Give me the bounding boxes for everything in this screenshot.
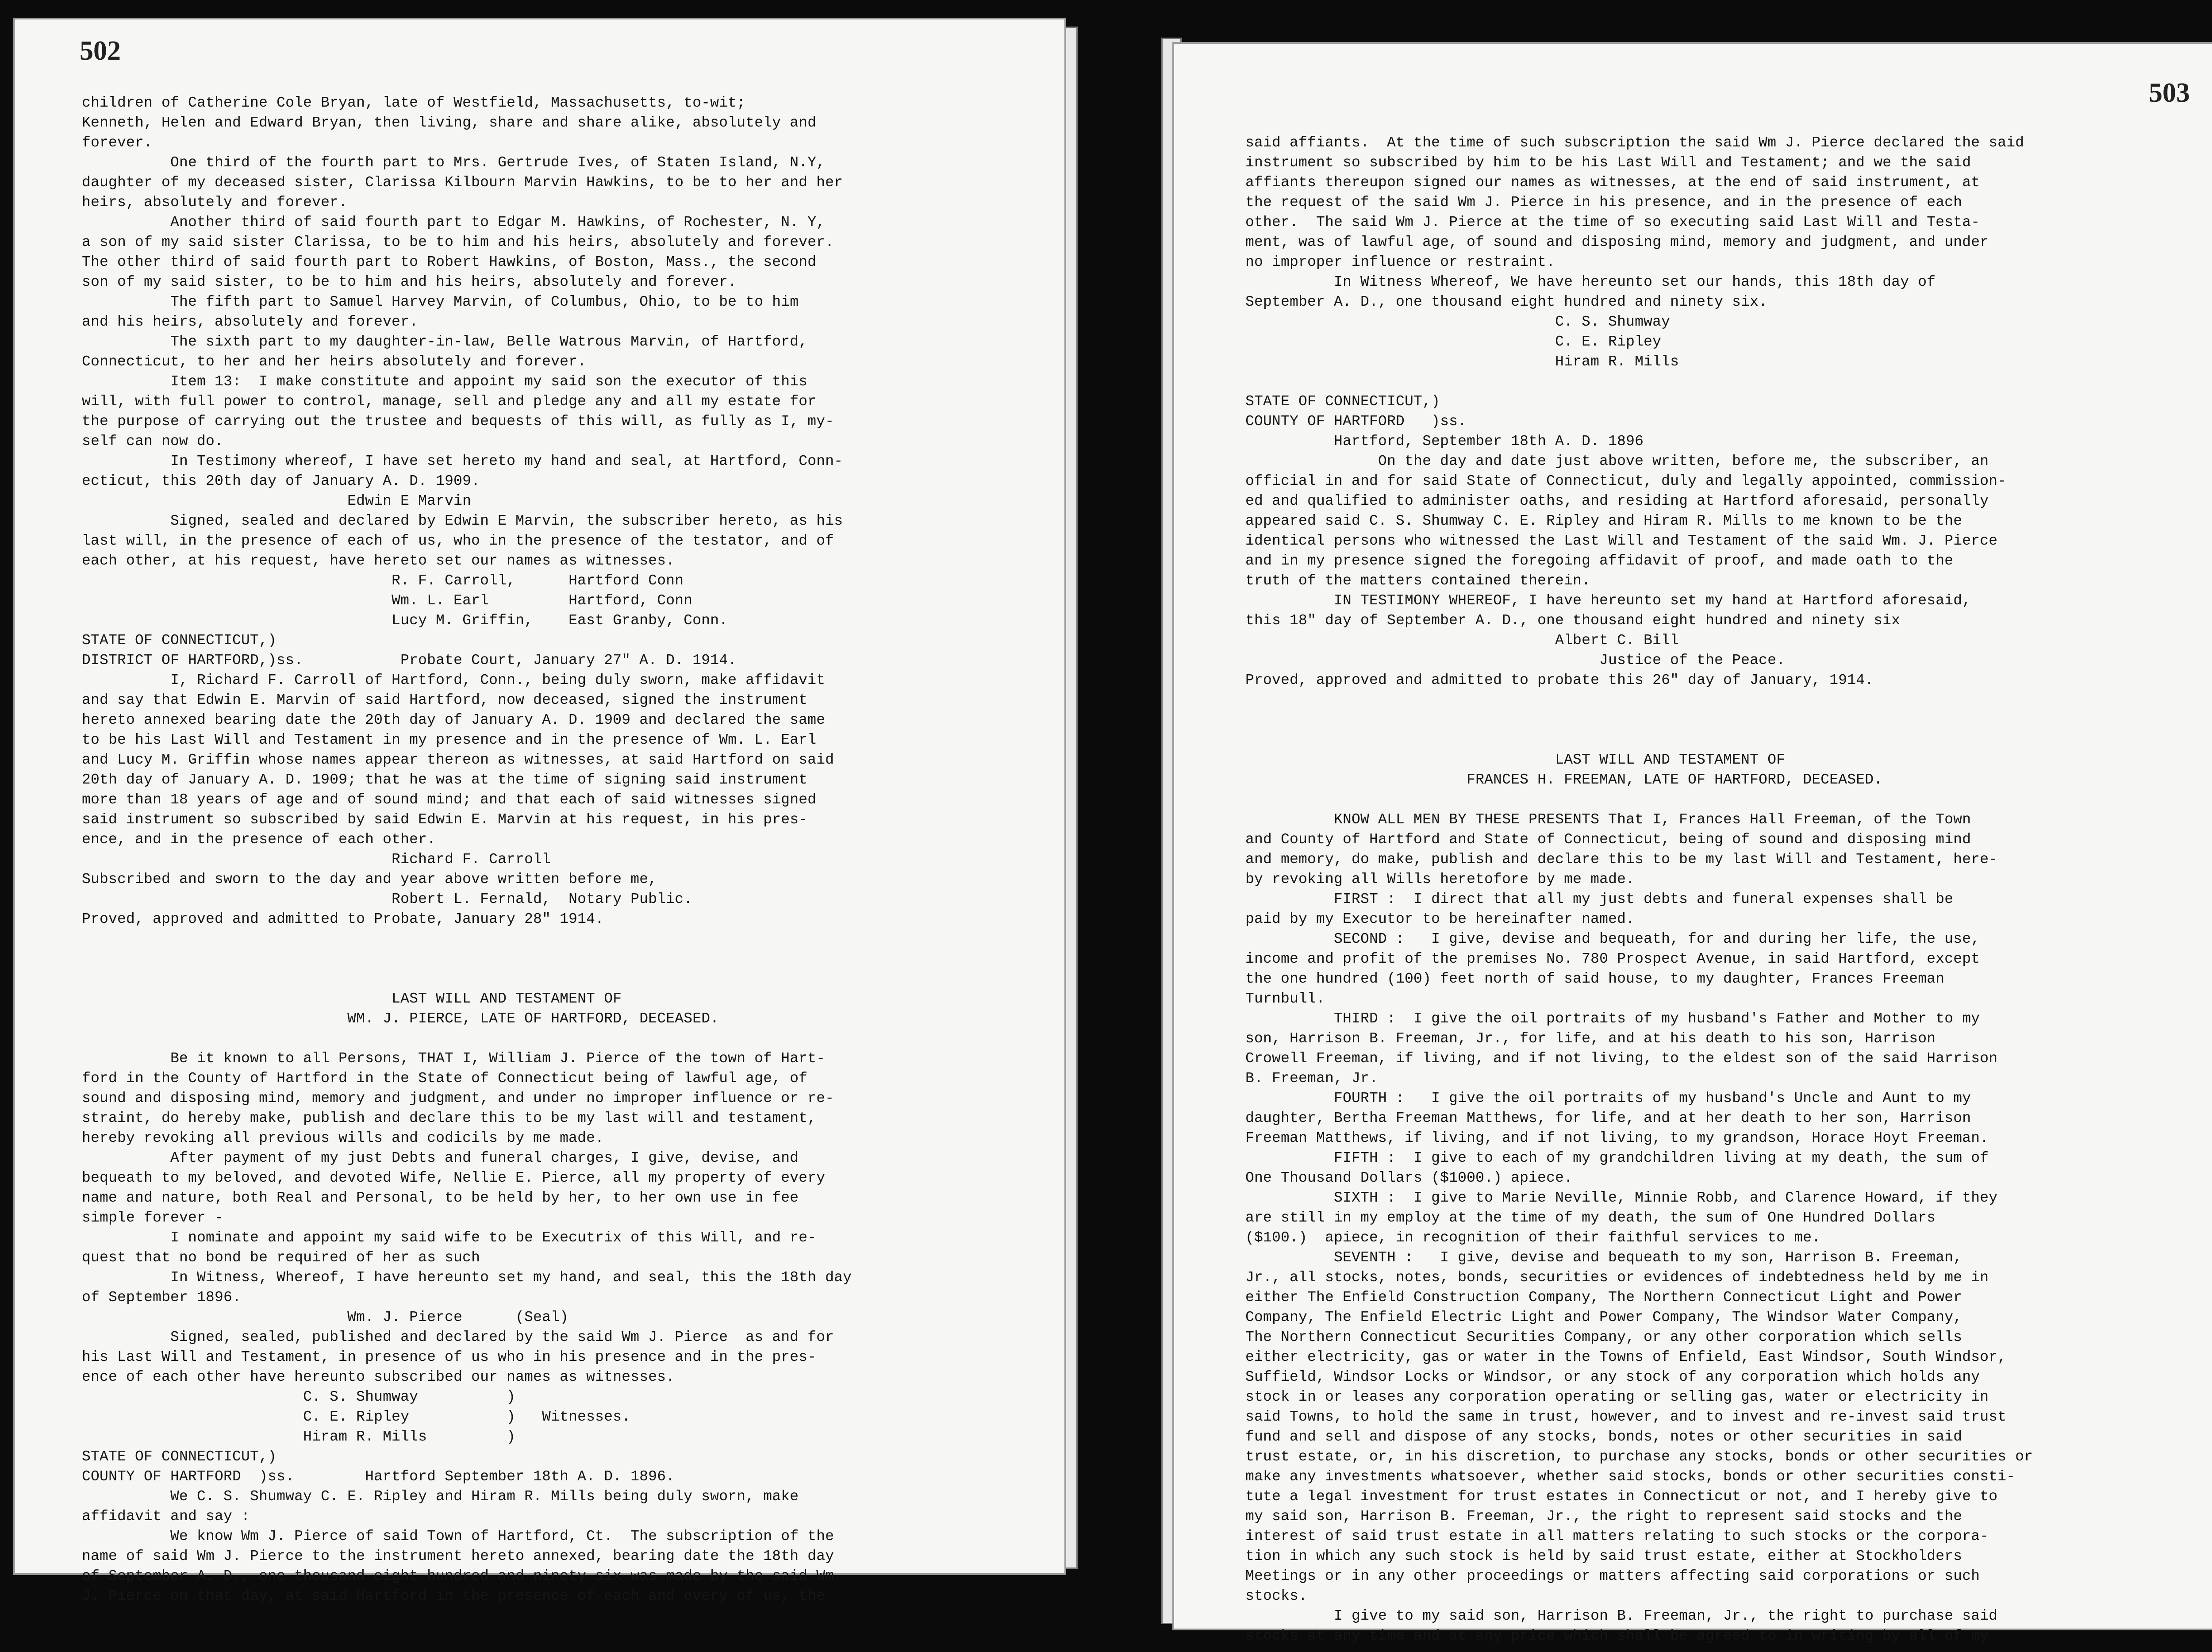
text-line <box>1245 790 2205 810</box>
text-line: Hartford, September 18th A. D. 1896 <box>1245 433 1644 449</box>
text-line: by revoking all Wills heretofore by me made. <box>1245 871 1635 887</box>
text-line <box>82 1029 1033 1049</box>
text-line: interest of said trust estate in all matters relating to such stocks or the corpora- <box>1245 1528 1989 1544</box>
text-line: STATE OF CONNECTICUT,) <box>82 632 277 649</box>
text-line: FOURTH : I give the oil portraits of my husband's Uncle and Aunt to my <box>1245 1090 1971 1106</box>
text-line: In Testimony whereof, I have set hereto my hand and seal, at Hartford, Conn- <box>82 453 843 469</box>
text-line: The other third of said fourth part to Robert Hawkins, of Boston, Mass., the second <box>82 254 817 270</box>
text-line <box>1245 372 2205 392</box>
text-line: and in my presence signed the foregoing affidavit of proof, and made oath to the <box>1245 553 1954 569</box>
text-line: Proved, approved and admitted to probate this 26" day of January, 1914. <box>1245 672 1874 688</box>
text-line: straint, do hereby make, publish and declare this to be my last will and testament, <box>82 1110 817 1126</box>
text-line: his Last Will and Testament, in presence of us who in his presence and in the pres- <box>82 1349 817 1365</box>
text-line: IN TESTIMONY WHEREOF, I have hereunto set my hand at Hartford aforesaid, <box>1245 592 1971 609</box>
text-line: stocks at any time and at any price which shall be agreed to in writing by all of my <box>1245 1628 1989 1644</box>
text-line: J. Pierce on that day, at said Hartford in the presence of each and every of us, the <box>82 1588 826 1604</box>
text-line <box>1245 710 2205 730</box>
text-line: the purpose of carrying out the trustee and bequests of this will, as fully as I, my- <box>82 413 834 430</box>
text-line: I, Richard F. Carroll of Hartford, Conn., being duly sworn, make affidavit <box>82 672 826 688</box>
text-line: simple forever - <box>82 1210 224 1226</box>
text-line: STATE OF CONNECTICUT,) <box>82 1448 277 1465</box>
text-line: will, with full power to control, manage, sell and pledge any and all my estate for <box>82 393 817 410</box>
text-line: either electricity, gas or water in the Towns of Enfield, East Windsor, South Windsor, <box>1245 1349 2007 1365</box>
text-line: Kenneth, Helen and Edward Bryan, then living, share and share alike, absolutely and <box>82 115 817 131</box>
text-line: THIRD : I give the oil portraits of my husband's Father and Mother to my <box>1245 1010 1980 1027</box>
text-line: stocks. <box>1245 1588 1308 1604</box>
text-line: other. The said Wm J. Pierce at the time of so executing said Last Will and Testa- <box>1245 214 1980 231</box>
text-line: either The Enfield Construction Company, The Northern Connecticut Light and Power <box>1245 1289 1962 1306</box>
text-line: to be his Last Will and Testament in my presence and in the presence of Wm. L. Earl <box>82 732 817 748</box>
text-line: On the day and date just above written, before me, the subscriber, an <box>1245 453 1989 469</box>
text-line: Hiram R. Mills <box>1245 353 1679 370</box>
text-line: Meetings or in any other proceedings or matters affecting said corporations or such <box>1245 1568 1980 1584</box>
text-line: of September 1896. <box>82 1289 242 1306</box>
text-line: COUNTY OF HARTFORD )ss. Hartford September 18th A. D. 1896. <box>82 1468 675 1485</box>
text-line: a son of my said sister Clarissa, to be to him and his heirs, absolutely and forever. <box>82 234 834 250</box>
text-line: We C. S. Shumway C. E. Ripley and Hiram R. Mills being duly sworn, make <box>82 1488 799 1505</box>
text-line: FRANCES H. FREEMAN, LATE OF HARTFORD, DECEASED. <box>1245 772 1883 788</box>
text-line: Hiram R. Mills ) <box>82 1429 516 1445</box>
text-line: I nominate and appoint my said wife to be Executrix of this Will, and re- <box>82 1229 817 1246</box>
text-line: forever. <box>82 134 153 151</box>
text-line: C. E. Ripley <box>1245 334 1662 350</box>
text-line: One Thousand Dollars ($1000.) apiece. <box>1245 1170 1573 1186</box>
text-line: COUNTY OF HARTFORD )ss. <box>1245 413 1467 430</box>
text-line: Justice of the Peace. <box>1245 652 1786 668</box>
text-line: affiants thereupon signed our names as witnesses, at the end of said instrument, at <box>1245 174 1980 191</box>
text-line: official in and for said State of Connecticut, duly and legally appointed, commission- <box>1245 473 2007 489</box>
text-line: ecticut, this 20th day of January A. D. 1909. <box>82 473 480 489</box>
text-line: Robert L. Fernald, Notary Public. <box>82 891 693 907</box>
text-line: of September A. D., one thousand eight hundred and ninety six was made by the said Wm <box>82 1568 834 1584</box>
text-line: this 18" day of September A. D., one thousand eight hundred and ninety six <box>1245 612 1901 629</box>
text-line: Item 13: I make constitute and appoint my said son the executor of this <box>82 373 808 390</box>
page-text <box>1245 133 2205 1646</box>
text-line: said affiants. At the time of such subscription the said Wm J. Pierce declared the said <box>1245 134 2024 151</box>
text-line: In Witness Whereof, We have hereunto set our hands, this 18th day of <box>1245 274 1936 290</box>
text-line: ence of each other have hereunto subscribed our names as witnesses. <box>82 1369 675 1385</box>
text-line: ford in the County of Hartford in the State of Connecticut being of lawful age, of <box>82 1070 808 1087</box>
text-line: Company, The Enfield Electric Light and Power Company, The Windsor Water Company, <box>1245 1309 1962 1325</box>
text-line: Signed, sealed and declared by Edwin E Marvin, the subscriber hereto, as his <box>82 513 843 529</box>
text-line: Another third of said fourth part to Edgar M. Hawkins, of Rochester, N. Y, <box>82 214 826 231</box>
text-line: daughter of my deceased sister, Clarissa Kilbourn Marvin Hawkins, to be to her and her <box>82 174 843 191</box>
text-line: WM. J. PIERCE, LATE OF HARTFORD, DECEASED. <box>82 1010 719 1027</box>
text-line: In Witness, Whereof, I have hereunto set my hand, and seal, this the 18th day <box>82 1269 852 1286</box>
text-line: paid by my Executor to be hereinafter named. <box>1245 911 1635 927</box>
text-line: are still in my employ at the time of my death, the sum of One Hundred Dollars <box>1245 1210 1936 1226</box>
text-line <box>82 949 1033 969</box>
text-line: said instrument so subscribed by said Edwin E. Marvin at his request, in his pres- <box>82 811 808 828</box>
text-line: One third of the fourth part to Mrs. Gertrude Ives, of Staten Island, N.Y, <box>82 154 826 171</box>
text-line: We know Wm J. Pierce of said Town of Hartford, Ct. The subscription of the <box>82 1528 834 1544</box>
text-line: last will, in the presence of each of us, who in the presence of the testator, and of <box>82 533 834 549</box>
text-line: Suffield, Windsor Locks or Windsor, or any stock of any corporation which holds any <box>1245 1369 1980 1385</box>
text-line: FIRST : I direct that all my just debts and funeral expenses shall be <box>1245 891 1954 907</box>
text-line <box>1245 730 2205 750</box>
text-line: heirs, absolutely and forever. <box>82 194 348 211</box>
text-line: Turnbull. <box>1245 991 1325 1007</box>
text-line: C. E. Ripley ) Witnesses. <box>82 1409 631 1425</box>
text-line <box>1245 690 2205 710</box>
text-line: C. S. Shumway <box>1245 314 1671 330</box>
text-line: no improper influence or restraint. <box>1245 254 1555 270</box>
text-line: B. Freeman, Jr. <box>1245 1070 1379 1087</box>
text-line: and County of Hartford and State of Connecticut, being of sound and disposing mind <box>1245 831 1971 848</box>
text-line: SEVENTH : I give, devise and bequeath to my son, Harrison B. Freeman, <box>1245 1249 1962 1266</box>
text-line: Freeman Matthews, if living, and if not living, to my grandson, Horace Hoyt Freeman. <box>1245 1130 1989 1146</box>
page-number: 502 <box>80 36 121 66</box>
text-line: LAST WILL AND TESTAMENT OF <box>82 991 622 1007</box>
text-line: more than 18 years of age and of sound mind; and that each of said witnesses signed <box>82 791 817 808</box>
text-line: the one hundred (100) feet north of said house, to my daughter, Frances Freeman <box>1245 971 1945 987</box>
text-line: Subscribed and sworn to the day and year above written before me, <box>82 871 657 887</box>
text-line: SECOND : I give, devise and bequeath, for and during her life, the use, <box>1245 931 1980 947</box>
text-line: and his heirs, absolutely and forever. <box>82 314 419 330</box>
text-line: Lucy M. Griffin, East Granby, Conn. <box>82 612 728 629</box>
text-line: appeared said C. S. Shumway C. E. Ripley and Hiram R. Mills to me known to be the <box>1245 513 1962 529</box>
text-line: son of my said sister, to be to him and his heirs, absolutely and forever. <box>82 274 737 290</box>
text-line: R. F. Carroll, Hartford Conn <box>82 572 684 589</box>
text-line: Connecticut, to her and her heirs absolutely and forever. <box>82 353 587 370</box>
text-line: fund and sell and dispose of any stocks, bonds, notes or other securities in said <box>1245 1429 1962 1445</box>
text-line: stock in or leases any corporation operating or selling gas, water or electricity in <box>1245 1389 1989 1405</box>
text-line: and say that Edwin E. Marvin of said Hartford, now deceased, signed the instrument <box>82 692 808 708</box>
text-line: The Northern Connecticut Securities Company, or any other corporation which sells <box>1245 1329 1962 1345</box>
text-line: the request of the said Wm J. Pierce in his presence, and in the presence of each <box>1245 194 1962 211</box>
text-line: Richard F. Carroll <box>82 851 551 868</box>
text-line: Albert C. Bill <box>1245 632 1679 649</box>
text-line: Wm. L. Earl Hartford, Conn <box>82 592 693 609</box>
text-line: The sixth part to my daughter-in-law, Belle Watrous Marvin, of Hartford, <box>82 334 808 350</box>
text-line: ($100.) apiece, in recognition of their faithful services to me. <box>1245 1229 1821 1246</box>
text-line: SIXTH : I give to Marie Neville, Minnie Robb, and Clarence Howard, if they <box>1245 1190 1998 1206</box>
text-line: said Towns, to hold the same in trust, however, and to invest and re-invest said trust <box>1245 1409 2007 1425</box>
text-line: ence, and in the presence of each other. <box>82 831 436 848</box>
text-line: income and profit of the premises No. 780 Prospect Avenue, in said Hartford, except <box>1245 951 1980 967</box>
text-line: Jr., all stocks, notes, bonds, securities or evidences of indebtedness held by me in <box>1245 1269 1989 1286</box>
text-line: September A. D., one thousand eight hundred and ninety six. <box>1245 294 1768 310</box>
text-line: LAST WILL AND TESTAMENT OF <box>1245 752 1786 768</box>
text-line: After payment of my just Debts and funeral charges, I give, devise, and <box>82 1150 799 1166</box>
text-line: and Lucy M. Griffin whose names appear thereon as witnesses, at said Hartford on said <box>82 752 834 768</box>
text-line: C. S. Shumway ) <box>82 1389 516 1405</box>
text-line: KNOW ALL MEN BY THESE PRESENTS That I, Frances Hall Freeman, of the Town <box>1245 811 1971 828</box>
text-line: son, Harrison B. Freeman, Jr., for life, and at his death to his son, Harrison <box>1245 1030 1936 1047</box>
page-number: 503 <box>2149 78 2190 108</box>
text-line: truth of the matters contained therein. <box>1245 572 1591 589</box>
text-line: tute a legal investment for trust estates in Connecticut or not, and I hereby give to <box>1245 1488 1998 1505</box>
text-line: FIFTH : I give to each of my grandchildren living at my death, the sum of <box>1245 1150 1989 1166</box>
text-line: and memory, do make, publish and declare this to be my last Will and Testament, here- <box>1245 851 1998 868</box>
text-line: name and nature, both Real and Personal, to be held by her, to her own use in fee <box>82 1190 799 1206</box>
text-line: bequeath to my beloved, and devoted Wife, Nellie E. Pierce, all my property of every <box>82 1170 826 1186</box>
text-line: Signed, sealed, published and declared by the said Wm J. Pierce as and for <box>82 1329 834 1345</box>
text-line: Be it known to all Persons, THAT I, William J. Pierce of the town of Hart- <box>82 1050 826 1067</box>
text-line: sound and disposing mind, memory and judgment, and under no improper influence or re- <box>82 1090 834 1106</box>
text-line: 20th day of January A. D. 1909; that he was at the time of signing said instrument <box>82 772 808 788</box>
text-line: affidavit and say : <box>82 1508 250 1525</box>
text-line: STATE OF CONNECTICUT,) <box>1245 393 1440 410</box>
text-line <box>82 929 1033 949</box>
text-line: Wm. J. Pierce (Seal) <box>82 1309 569 1325</box>
text-line: identical persons who witnessed the Last Will and Testament of the said Wm. J. Pierce <box>1245 533 1998 549</box>
text-line: ed and qualified to administer oaths, and residing at Hartford aforesaid, personally <box>1245 493 1989 509</box>
left-ledger-page <box>13 18 1066 1604</box>
text-line: hereto annexed bearing date the 20th day of January A. D. 1909 and declared the same <box>82 712 826 728</box>
text-line <box>82 969 1033 989</box>
text-line: instrument so subscribed by him to be his Last Will and Testament; and we the said <box>1245 154 1971 171</box>
text-line: each other, at his request, have hereto set our names as witnesses. <box>82 553 675 569</box>
text-line: trust estate, or, in his discretion, to purchase any stocks, bonds or other securities or <box>1245 1448 2033 1465</box>
text-line: make any investments whatsoever, whether said stocks, bonds or other securities consti- <box>1245 1468 2016 1485</box>
text-line: my said son, Harrison B. Freeman, Jr., the right to represent said stocks and the <box>1245 1508 1962 1525</box>
right-ledger-page <box>1172 42 2212 1644</box>
page-text <box>82 93 1033 1606</box>
text-line: ment, was of lawful age, of sound and disposing mind, memory and judgment, and under <box>1245 234 1989 250</box>
text-line: daughter, Bertha Freeman Matthews, for life, and at her death to her son, Harrison <box>1245 1110 1971 1126</box>
text-line: DISTRICT OF HARTFORD,)ss. Probate Court, January 27" A. D. 1914. <box>82 652 737 668</box>
text-line: tion in which any such stock is held by said trust estate, either at Stockholders <box>1245 1548 1962 1564</box>
text-line: children of Catherine Cole Bryan, late of Westfield, Massachusetts, to-wit; <box>82 95 746 111</box>
text-line: hereby revoking all previous wills and codicils by me made. <box>82 1130 604 1146</box>
text-line: self can now do. <box>82 433 224 449</box>
text-line: Edwin E Marvin <box>82 493 472 509</box>
text-line: The fifth part to Samuel Harvey Marvin, of Columbus, Ohio, to be to him <box>82 294 799 310</box>
text-line: Proved, approved and admitted to Probate, January 28" 1914. <box>82 911 604 927</box>
text-line: quest that no bond be required of her as such <box>82 1249 480 1266</box>
text-line: I give to my said son, Harrison B. Freeman, Jr., the right to purchase said <box>1245 1608 1998 1624</box>
text-line: name of said Wm J. Pierce to the instrument hereto annexed, bearing date the 18th day <box>82 1548 834 1564</box>
text-line: Crowell Freeman, if living, and if not living, to the eldest son of the said Harrison <box>1245 1050 1998 1067</box>
